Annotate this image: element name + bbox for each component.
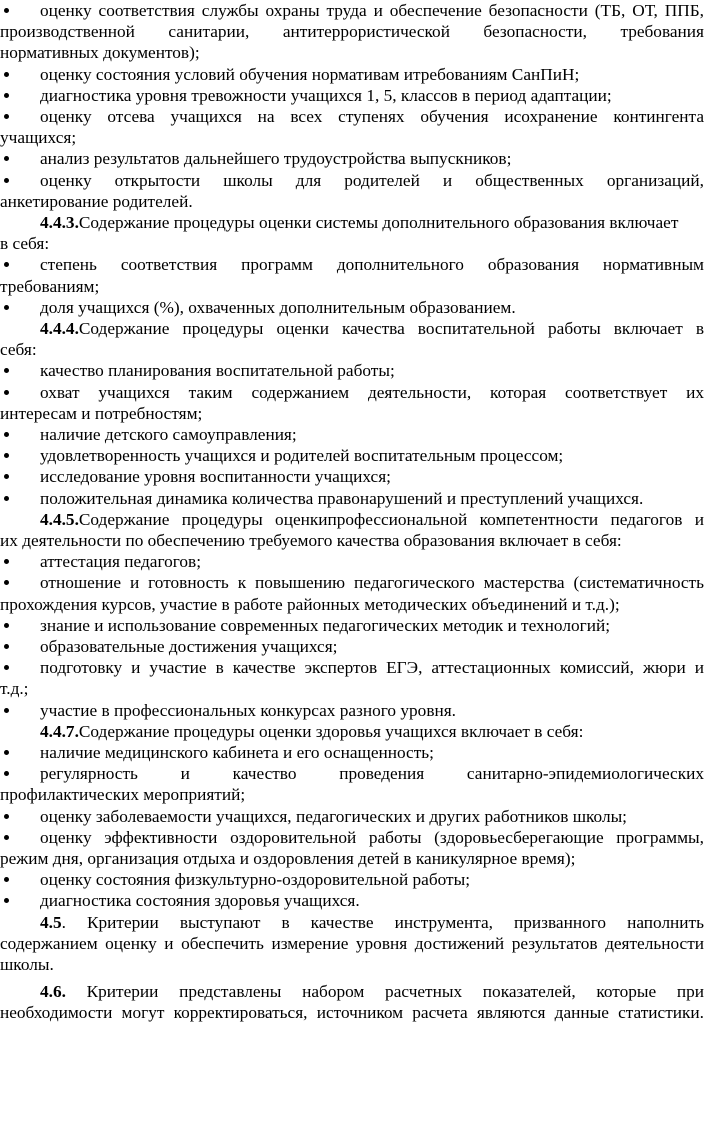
- line-text: анализ результатов дальнейшего трудоустройства выпускников;: [40, 149, 512, 169]
- line-text: аттестация педагогов;: [40, 552, 202, 572]
- bullet-item-line: [40, 828, 704, 849]
- section-number: 4.4.4.: [40, 319, 79, 338]
- bullet-item-line: [40, 489, 704, 510]
- line-text: учащихся;: [0, 128, 77, 148]
- section-number: 4.4.3.: [40, 213, 79, 232]
- line-text: доля учащихся (%), охваченных дополнительным образованием.: [40, 297, 516, 317]
- line-text: диагностика состояния здоровья учащихся.: [40, 891, 360, 911]
- line-text: наличие медицинского кабинета и его оснащенность;: [40, 743, 434, 762]
- line-text: оценку эффективности оздоровительной работы (здоровьесберегающие программы,: [40, 827, 704, 847]
- bullet-item-line: [40, 446, 704, 467]
- text-line: [0, 1003, 704, 1024]
- bullet-item-line: [40, 171, 704, 192]
- line-text: прохождения курсов, участие в работе районных методических объединений и т.д.);: [0, 594, 620, 614]
- bullet-item-line: [40, 701, 704, 722]
- line-text: охват учащихся таким содержанием деятельности, которая соответствует их: [40, 382, 704, 402]
- line-text: необходимости могут корректироваться, источником расчета являются данные статистики.: [0, 1003, 704, 1023]
- line-text: качество планирования воспитательной работы;: [40, 361, 395, 381]
- section-paragraph-line: [40, 319, 704, 340]
- bullet-item-line: [40, 552, 704, 573]
- text-line: [0, 679, 704, 700]
- line-text: оценку открытости школы для родителей и общественных организаций,: [40, 170, 704, 190]
- line-text: школы.: [0, 955, 54, 974]
- bullet-item-line: [40, 1, 704, 22]
- section-number: 4.4.5.: [40, 509, 79, 529]
- bullet-item-line: [40, 616, 704, 637]
- text-line: [0, 595, 704, 616]
- bullet-item-line: [40, 361, 704, 382]
- bullet-item-line: [40, 107, 704, 128]
- text-line: [0, 22, 704, 43]
- line-text: режим дня, организация отдыха и оздоровления детей в каникулярное время);: [0, 849, 576, 868]
- line-text: их деятельности по обеспечению требуемого качества образования включает в себя:: [0, 531, 622, 550]
- line-text: исследование уровня воспитанности учащихся;: [40, 467, 391, 487]
- line-text: в себя:: [0, 234, 50, 254]
- line-text: Содержание процедуры оценки здоровья учащихся включает в себя:: [78, 721, 584, 741]
- text-line: [0, 340, 704, 361]
- line-text: оценку состояния условий обучения нормативам итребованиям СанПиН;: [40, 64, 580, 84]
- bullet-item-line: [40, 807, 704, 828]
- line-text: анкетирование родителей.: [0, 191, 193, 211]
- line-text: положительная динамика количества правонарушений и преступлений учащихся.: [40, 488, 644, 508]
- text-line: [0, 128, 704, 149]
- text-line: [0, 785, 704, 806]
- section-paragraph-line: [40, 722, 704, 743]
- line-text: оценку заболеваемости учащихся, педагогических и других работников школы;: [40, 806, 627, 826]
- bullet-item-line: [40, 573, 704, 594]
- bullet-item-line: [40, 764, 704, 785]
- text-line: [0, 849, 704, 870]
- line-text: Содержание процедуры оценки системы дополнительного образования включает: [78, 213, 679, 232]
- text-line: [0, 192, 704, 213]
- bullet-item-line: [40, 65, 704, 86]
- section-paragraph-line: [40, 510, 704, 531]
- section-paragraph-line: [40, 982, 704, 1003]
- line-text: знание и использование современных педагогических методик и технологий;: [40, 615, 610, 635]
- section-paragraph-line: [40, 213, 704, 234]
- line-text: содержанием оценку и обеспечить измерение уровня достижений результатов деятельности: [0, 933, 704, 953]
- bullet-item-line: [40, 891, 704, 912]
- bullet-item-line: [40, 86, 704, 107]
- bullet-item-line: [40, 870, 704, 891]
- text-line: [0, 934, 704, 955]
- line-text: профилактических мероприятий;: [0, 785, 246, 805]
- text-line: [0, 43, 704, 64]
- bullet-item-line: [40, 255, 704, 276]
- bullet-item-line: [40, 383, 704, 404]
- line-text: себя:: [0, 340, 37, 360]
- line-text: Критерии представлены набором расчетных показателей, которые при: [65, 982, 704, 1002]
- bullet-item-line: [40, 658, 704, 679]
- line-text: удовлетворенность учащихся и родителей воспитательным процессом;: [40, 446, 564, 466]
- text-line: [0, 955, 704, 976]
- bullet-item-line: [40, 425, 704, 446]
- line-text: образовательные достижения учащихся;: [40, 637, 338, 656]
- bullet-item-line: [40, 298, 704, 319]
- text-line: [0, 234, 704, 255]
- bullet-item-line: [40, 149, 704, 170]
- section-number: 4.5: [40, 912, 62, 932]
- line-text: наличие детского самоуправления;: [40, 425, 297, 444]
- text-line: [0, 277, 704, 298]
- line-text: требованиям;: [0, 276, 100, 296]
- bullet-item-line: [40, 637, 704, 658]
- text-line: [0, 404, 704, 425]
- line-text: подготовку и участие в качестве экспертов ЕГЭ, аттестационных комиссий, жюри и: [40, 658, 704, 678]
- line-text: диагностика уровня тревожности учащихся 1, 5, классов в период адаптации;: [40, 85, 612, 105]
- line-text: степень соответствия программ дополнительного образования нормативным: [40, 255, 704, 275]
- line-text: Содержание процедуры оценки качества воспитательной работы включает в: [78, 319, 704, 338]
- line-text: участие в профессиональных конкурсах разного уровня.: [40, 700, 456, 720]
- section-number: 4.4.7.: [40, 721, 79, 741]
- line-text: нормативных документов);: [0, 43, 200, 63]
- bullet-item-line: [40, 743, 704, 764]
- line-text: интересам и потребностям;: [0, 403, 203, 423]
- line-text: т.д.;: [0, 679, 29, 699]
- bullet-item-line: [40, 467, 704, 488]
- line-text: . Критерии выступают в качестве инструмента, призванного наполнить: [61, 912, 704, 932]
- line-text: оценку состояния физкультурно-оздоровительной работы;: [40, 870, 471, 890]
- line-text: Содержание процедуры оценкипрофессиональной компетентности педагогов и: [78, 509, 704, 529]
- section-paragraph-line: [40, 913, 704, 934]
- text-line: [0, 531, 704, 552]
- section-number: 4.6.: [40, 982, 66, 1002]
- line-text: регулярность и качество проведения санитарно-эпидемиологических: [40, 764, 704, 784]
- line-text: производственной санитарии, антитеррористической безопасности, требования: [0, 22, 704, 42]
- line-text: оценку отсева учащихся на всех ступенях обучения исохранение контингента: [40, 107, 704, 126]
- line-text: оценку соответствия службы охраны труда и обеспечение безопасности (ТБ, ОТ, ППБ,: [40, 1, 704, 20]
- line-text: отношение и готовность к повышению педагогического мастерства (систематичность: [40, 573, 704, 593]
